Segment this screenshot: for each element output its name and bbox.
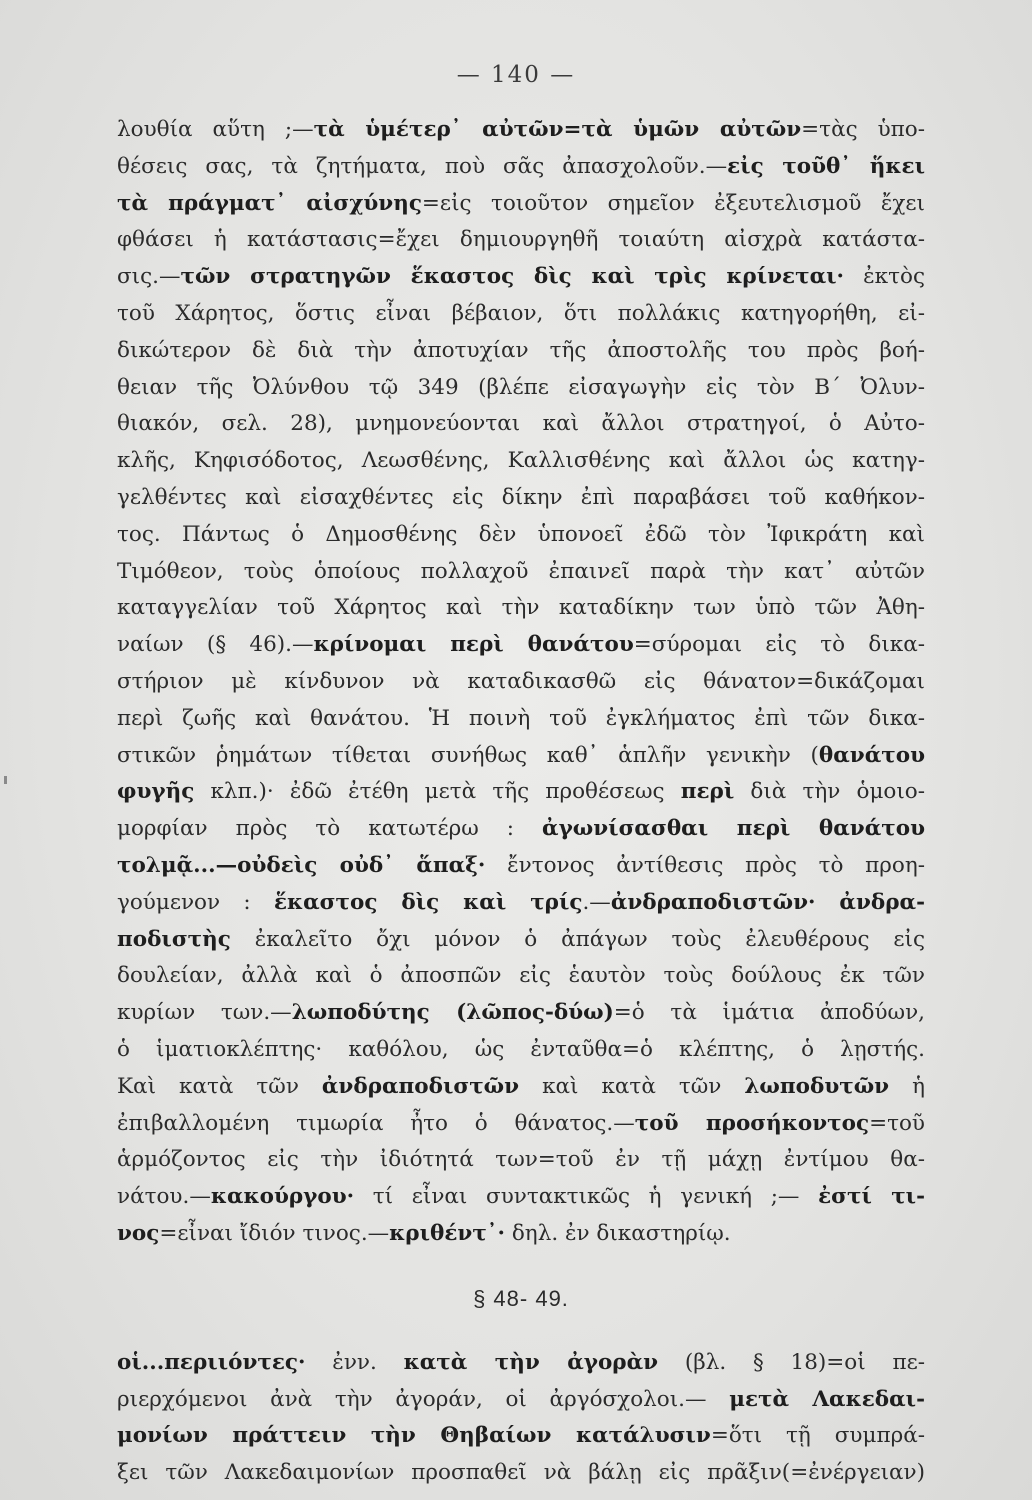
bold-term: μετὰ Λακεδαι- (729, 1386, 925, 1412)
line-text: θέσεις σας, τὰ ζητήματα, ποὺ σᾶς ἀπασχολοῦν.— (117, 153, 728, 179)
bold-term: κακούργου· (210, 1184, 355, 1210)
section-heading: § 48- 49. (473, 1285, 569, 1311)
commentary-text (117, 112, 925, 1492)
bold-term: περὶ (680, 779, 735, 805)
text-line (117, 958, 925, 995)
line-text: δικώτερον δὲ διὰ τὴν ἀποτυχίαν τῆς ἀποστολῆς του πρὸς βοή- (117, 337, 925, 363)
line-text: σις.— (117, 264, 181, 290)
line-text: διὰ τὴν ὁμοιο- (734, 779, 925, 805)
bold-term: θανάτου (818, 742, 925, 768)
text-line (117, 1179, 925, 1216)
line-text: θιακόν, σελ. 28), μνημονεύονται καὶ ἄλλοι στρατηγοί, ὁ Αὐτο- (117, 411, 925, 437)
line-text: δουλείαν, ἀλλὰ καὶ ὁ ἀποσπῶν εἰς ἑαυτὸν τοὺς δούλους ἐκ τῶν (117, 963, 925, 989)
bold-term: ἀνδραποδιστῶν (321, 1073, 520, 1099)
bold-term: ποδιστὴς (117, 926, 231, 952)
text-line (117, 554, 925, 591)
line-text: στικῶν ῥημάτων τίθεται συνήθως καθ᾽ ἁπλῆν γενικὴν ( (117, 742, 819, 768)
text-line (117, 885, 925, 922)
text-line (117, 222, 925, 259)
line-text: ὁ ἱματιοκλέπτης· καθόλου, ὡς ἐνταῦθα=ὁ κλέπτης, ὁ λῃστής. (117, 1036, 925, 1062)
line-text: περὶ ζωῆς καὶ θανάτου. Ἡ ποινὴ τοῦ ἐγκλήματος ἐπὶ τῶν δικα- (117, 705, 925, 731)
bold-term: λωποδυτῶν (744, 1073, 890, 1099)
text-line (117, 333, 925, 370)
text-line (117, 480, 925, 517)
text-line (117, 1032, 925, 1069)
bold-term: φυγῆς (117, 779, 195, 805)
line-text: (βλ. § 18)=οἱ πε- (658, 1349, 925, 1375)
text-line (117, 848, 925, 885)
line-text: τί εἶναι συντακτικῶς ἡ γενική ;— (354, 1184, 819, 1210)
text-line (117, 149, 925, 186)
text-line (117, 627, 925, 664)
text-line (117, 701, 925, 738)
bold-term: ἐστί τι- (818, 1184, 925, 1210)
line-text: καὶ κατὰ τῶν (519, 1073, 745, 1099)
text-line (117, 370, 925, 407)
line-text: ἐκαλεῖτο ὄχι μόνον ὁ ἀπάγων τοὺς ἐλευθέρους εἰς (230, 926, 925, 952)
text-line (117, 738, 925, 775)
line-text: νάτου.— (117, 1184, 211, 1210)
text-line (117, 590, 925, 627)
line-text: ξει τῶν Λακεδαιμονίων προσπαθεῖ νὰ βάλῃ εἰς πρᾶξιν(=ἐνέργειαν) (117, 1460, 925, 1486)
line-text: Καὶ κατὰ τῶν (117, 1073, 322, 1099)
line-text: ἐνν. (305, 1349, 404, 1375)
line-text: =ὅτι τῇ συμπρά- (710, 1423, 925, 1449)
bold-term: νος (117, 1220, 160, 1246)
text-line (117, 517, 925, 554)
text-line (117, 186, 925, 223)
page-number: — 140 — (456, 62, 576, 88)
line-text: ἐπιβαλλομένη τιμωρία ἦτο ὁ θάνατος.— (117, 1110, 635, 1136)
text-line (117, 296, 925, 333)
line-text: ἔντονος ἀντίθεσις πρὸς τὸ προη- (485, 852, 925, 878)
line-text: κλῆς, Κηφισόδοτος, Λεωσθένης, Καλλισθένης καὶ ἄλλοι ὡς κατηγ- (117, 448, 925, 474)
text-line (117, 811, 925, 848)
line-text: γούμενον : (117, 889, 274, 915)
line-text: =τὰς ὑπο- (801, 117, 925, 142)
line-text: =σύρομαι εἰς τὸ δικα- (633, 632, 925, 658)
text-line (117, 922, 925, 959)
text-line (117, 1216, 925, 1253)
text-line (117, 1069, 925, 1106)
line-text: Τιμόθεον, τοὺς ὁποίους πολλαχοῦ ἐπαινεῖ παρὰ τὴν κατ᾽ αὐτῶν (117, 558, 925, 584)
text-line (117, 1142, 925, 1179)
bold-term: τοῦ προσήκοντος (634, 1110, 870, 1136)
bold-term: ἀγωνίσασθαι περὶ θανάτου (542, 816, 925, 842)
line-text: κλπ.)· ἐδῶ ἐτέθη μετὰ τῆς προθέσεως (194, 779, 681, 805)
bold-term: τῶν στρατηγῶν ἕκαστος δὶς καὶ τρὶς κρίνεται· (180, 264, 845, 290)
line-text: =τοῦ (869, 1110, 925, 1136)
text-line (117, 1345, 925, 1382)
line-text: φθάσει ἡ κατάστασις=ἔχει δημιουργηθῆ τοιαύτη αἰσχρὰ κατάστα- (117, 227, 925, 253)
line-text: κυρίων των.— (117, 1000, 292, 1026)
line-text: ριερχόμενοι ἀνὰ τὴν ἀγοράν, οἱ ἀργόσχολοι.— (117, 1386, 730, 1412)
bold-term: κρίνομαι περὶ θανάτου (313, 632, 634, 658)
line-text: =εἰς τοιοῦτον σημεῖον ἐξευτελισμοῦ ἔχει (421, 190, 925, 216)
bold-term: μονίων πράττειν τὴν Θηβαίων κατάλυσιν (117, 1423, 711, 1449)
bold-term: λωποδύτης (λῶπος-δύω) (291, 1000, 614, 1026)
line-text: καταγγελίαν τοῦ Χάρητος καὶ τὴν καταδίκην των ὑπὸ τῶν Ἀθη- (117, 595, 925, 621)
line-text: ἁρμόζοντος εἰς τὴν ἰδιότητά των=τοῦ ἐν τῇ μάχῃ ἐντίμου θα- (117, 1147, 925, 1173)
bold-term: ἕκαστος δὶς καὶ τρίς (273, 889, 583, 915)
text-line (117, 406, 925, 443)
text-line (117, 1455, 925, 1492)
bold-term: τολμᾷ...—οὐδεὶς οὐδ᾽ ἅπαξ· (117, 852, 486, 878)
bold-term: τὰ ὑμέτερ᾽ αὐτῶν=τὰ ὑμῶν αὐτῶν (313, 117, 802, 142)
text-line (117, 664, 925, 701)
line-text: θειαν τῆς Ὀλύνθου τῷ 349 (βλέπε εἰσαγωγὴν εἰς τὸν Β΄ Ὀλυν- (117, 374, 925, 400)
bold-term: κριθέντ᾽· (389, 1220, 506, 1246)
bold-term: οἱ...περιιόντες· (117, 1349, 306, 1375)
text-line (117, 259, 925, 296)
text-line (117, 1382, 925, 1419)
line-text: τος. Πάντως ὁ Δημοσθένης δὲν ὑπονοεῖ ἐδῶ τὸν Ἰφικράτη καὶ (117, 521, 925, 547)
margin-mark (4, 776, 7, 784)
line-text: μορφίαν πρὸς τὸ κατωτέρω : (117, 816, 543, 842)
bold-term: τὰ πράγματ᾽ αἰσχύνης (117, 190, 422, 216)
line-text: .— (582, 889, 611, 915)
line-text: =ὁ τὰ ἱμάτια ἀποδύων, (613, 1000, 925, 1026)
line-text: τοῦ Χάρητος, ὅστις εἶναι βέβαιον, ὅτι πολλάκις κατηγορήθη, εἰ- (117, 300, 925, 326)
text-line (117, 443, 925, 480)
text-line (117, 1106, 925, 1143)
line-text: λουθία αὕτη ;— (117, 117, 314, 142)
line-text: στήριον μὲ κίνδυνον νὰ καταδικασθῶ εἰς θάνατον=δικάζομαι (117, 668, 925, 694)
line-text: ναίων (§ 46).— (117, 632, 314, 658)
line-text: γελθέντες καὶ εἰσαχθέντες εἰς δίκην ἐπὶ παραβάσει τοῦ καθήκον- (117, 484, 925, 510)
text-line (117, 774, 925, 811)
text-line (117, 995, 925, 1032)
bold-term: εἰς τοῦθ᾽ ἥκει (727, 153, 925, 179)
bold-term: κατὰ τὴν ἀγορὰν (403, 1349, 659, 1375)
line-text: ἡ (889, 1073, 925, 1099)
bold-term: ἀνδραποδιστῶν· ἀνδρα- (610, 889, 925, 915)
text-line (117, 1418, 925, 1455)
line-text: =εἶναι ἴδιόν τινος.— (159, 1220, 390, 1246)
line-text: δηλ. ἐν δικαστηρίῳ. (505, 1220, 731, 1246)
line-text: ἐκτὸς (844, 264, 925, 290)
text-line (117, 112, 925, 149)
